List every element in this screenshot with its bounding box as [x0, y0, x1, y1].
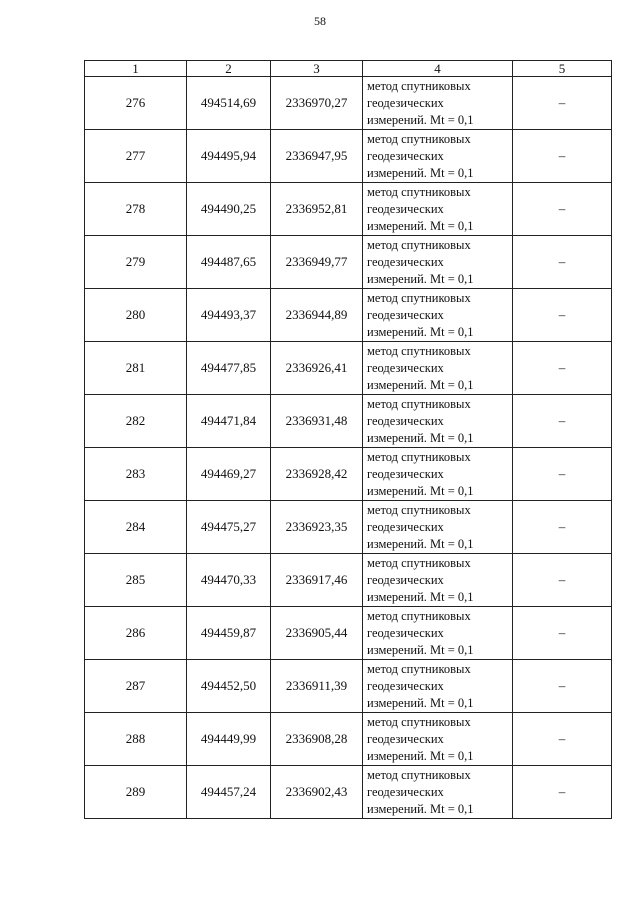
method-text-line: измерений. Mt = 0,1: [367, 377, 474, 392]
method-text-line: метод спутниковых: [367, 608, 471, 623]
method-text-line: измерений. Mt = 0,1: [367, 112, 474, 127]
note-cell: –: [513, 130, 612, 183]
method-cell: [363, 607, 513, 660]
method-cell: [363, 130, 513, 183]
point-number-cell: 278: [85, 183, 187, 236]
table-row: [85, 448, 612, 501]
column-header: 2: [187, 61, 271, 77]
point-number-cell: 281: [85, 342, 187, 395]
method-text-line: метод спутниковых: [367, 237, 471, 252]
y-coordinate-cell: 2336902,43: [271, 766, 363, 819]
y-coordinate-cell: 2336949,77: [271, 236, 363, 289]
method-text-line: измерений. Mt = 0,1: [367, 642, 474, 657]
y-coordinate-cell: 2336911,39: [271, 660, 363, 713]
method-text-line: геодезических: [367, 731, 444, 746]
note-cell: –: [513, 713, 612, 766]
y-coordinate-cell: 2336923,35: [271, 501, 363, 554]
note-cell: –: [513, 395, 612, 448]
table-row: [85, 554, 612, 607]
y-coordinate-cell: 2336952,81: [271, 183, 363, 236]
method-cell: [363, 236, 513, 289]
method-text-line: геодезических: [367, 307, 444, 322]
column-header: 5: [513, 61, 612, 77]
table-row: [85, 289, 612, 342]
point-number-cell: 282: [85, 395, 187, 448]
note-cell: –: [513, 77, 612, 130]
method-text-line: измерений. Mt = 0,1: [367, 271, 474, 286]
method-cell: [363, 395, 513, 448]
note-cell: –: [513, 289, 612, 342]
table-row: [85, 130, 612, 183]
method-text-line: измерений. Mt = 0,1: [367, 589, 474, 604]
method-text-line: метод спутниковых: [367, 290, 471, 305]
x-coordinate-cell: 494470,33: [187, 554, 271, 607]
method-cell: [363, 289, 513, 342]
point-number-cell: 283: [85, 448, 187, 501]
method-text-line: геодезических: [367, 95, 444, 110]
method-text-line: измерений. Mt = 0,1: [367, 801, 474, 816]
method-text-line: геодезических: [367, 201, 444, 216]
x-coordinate-cell: 494475,27: [187, 501, 271, 554]
method-text-line: метод спутниковых: [367, 78, 471, 93]
y-coordinate-cell: 2336926,41: [271, 342, 363, 395]
y-coordinate-cell: 2336917,46: [271, 554, 363, 607]
note-cell: –: [513, 766, 612, 819]
coordinates-table: [84, 60, 612, 819]
table-row: [85, 501, 612, 554]
point-number-cell: 287: [85, 660, 187, 713]
method-text-line: метод спутниковых: [367, 661, 471, 676]
point-number-cell: 285: [85, 554, 187, 607]
table-row: [85, 236, 612, 289]
x-coordinate-cell: 494495,94: [187, 130, 271, 183]
note-cell: –: [513, 554, 612, 607]
note-cell: –: [513, 448, 612, 501]
method-cell: [363, 766, 513, 819]
method-text-line: метод спутниковых: [367, 184, 471, 199]
x-coordinate-cell: 494469,27: [187, 448, 271, 501]
y-coordinate-cell: 2336931,48: [271, 395, 363, 448]
point-number-cell: 277: [85, 130, 187, 183]
method-cell: [363, 77, 513, 130]
method-text-line: геодезических: [367, 678, 444, 693]
x-coordinate-cell: 494493,37: [187, 289, 271, 342]
x-coordinate-cell: 494487,65: [187, 236, 271, 289]
table-row: [85, 607, 612, 660]
x-coordinate-cell: 494457,24: [187, 766, 271, 819]
method-text-line: геодезических: [367, 360, 444, 375]
x-coordinate-cell: 494514,69: [187, 77, 271, 130]
page-number: 58: [314, 14, 326, 28]
y-coordinate-cell: 2336928,42: [271, 448, 363, 501]
y-coordinate-cell: 2336970,27: [271, 77, 363, 130]
method-text-line: метод спутниковых: [367, 343, 471, 358]
x-coordinate-cell: 494449,99: [187, 713, 271, 766]
method-text-line: геодезических: [367, 519, 444, 534]
note-cell: –: [513, 183, 612, 236]
method-text-line: метод спутниковых: [367, 502, 471, 517]
method-cell: [363, 342, 513, 395]
method-cell: [363, 713, 513, 766]
x-coordinate-cell: 494477,85: [187, 342, 271, 395]
note-cell: –: [513, 607, 612, 660]
method-text-line: измерений. Mt = 0,1: [367, 695, 474, 710]
point-number-cell: 279: [85, 236, 187, 289]
table-row: [85, 77, 612, 130]
x-coordinate-cell: 494490,25: [187, 183, 271, 236]
method-text-line: метод спутниковых: [367, 396, 471, 411]
method-text-line: измерений. Mt = 0,1: [367, 430, 474, 445]
method-text-line: геодезических: [367, 148, 444, 163]
method-text-line: метод спутниковых: [367, 449, 471, 464]
method-text-line: геодезических: [367, 572, 444, 587]
method-cell: [363, 183, 513, 236]
table-row: [85, 183, 612, 236]
method-cell: [363, 660, 513, 713]
point-number-cell: 276: [85, 77, 187, 130]
table-row: [85, 713, 612, 766]
method-text-line: геодезических: [367, 466, 444, 481]
method-text-line: измерений. Mt = 0,1: [367, 748, 474, 763]
note-cell: –: [513, 236, 612, 289]
method-text-line: метод спутниковых: [367, 131, 471, 146]
method-cell: [363, 448, 513, 501]
table-row: [85, 766, 612, 819]
x-coordinate-cell: 494459,87: [187, 607, 271, 660]
method-cell: [363, 501, 513, 554]
method-text-line: геодезических: [367, 413, 444, 428]
method-text-line: измерений. Mt = 0,1: [367, 165, 474, 180]
y-coordinate-cell: 2336944,89: [271, 289, 363, 342]
y-coordinate-cell: 2336947,95: [271, 130, 363, 183]
x-coordinate-cell: 494452,50: [187, 660, 271, 713]
point-number-cell: 289: [85, 766, 187, 819]
table-row: [85, 660, 612, 713]
y-coordinate-cell: 2336908,28: [271, 713, 363, 766]
y-coordinate-cell: 2336905,44: [271, 607, 363, 660]
method-text-line: измерений. Mt = 0,1: [367, 324, 474, 339]
note-cell: –: [513, 660, 612, 713]
point-number-cell: 280: [85, 289, 187, 342]
table-row: [85, 342, 612, 395]
column-header: 3: [271, 61, 363, 77]
table-row: [85, 395, 612, 448]
point-number-cell: 284: [85, 501, 187, 554]
method-text-line: метод спутниковых: [367, 714, 471, 729]
method-text-line: измерений. Mt = 0,1: [367, 218, 474, 233]
method-text-line: метод спутниковых: [367, 555, 471, 570]
method-text-line: измерений. Mt = 0,1: [367, 536, 474, 551]
note-cell: –: [513, 501, 612, 554]
method-text-line: измерений. Mt = 0,1: [367, 483, 474, 498]
method-cell: [363, 554, 513, 607]
column-header: 1: [85, 61, 187, 77]
x-coordinate-cell: 494471,84: [187, 395, 271, 448]
column-header: 4: [363, 61, 513, 77]
method-text-line: геодезических: [367, 625, 444, 640]
header-row: [85, 61, 612, 77]
method-text-line: геодезических: [367, 784, 444, 799]
method-text-line: геодезических: [367, 254, 444, 269]
point-number-cell: 286: [85, 607, 187, 660]
note-cell: –: [513, 342, 612, 395]
point-number-cell: 288: [85, 713, 187, 766]
method-text-line: метод спутниковых: [367, 767, 471, 782]
